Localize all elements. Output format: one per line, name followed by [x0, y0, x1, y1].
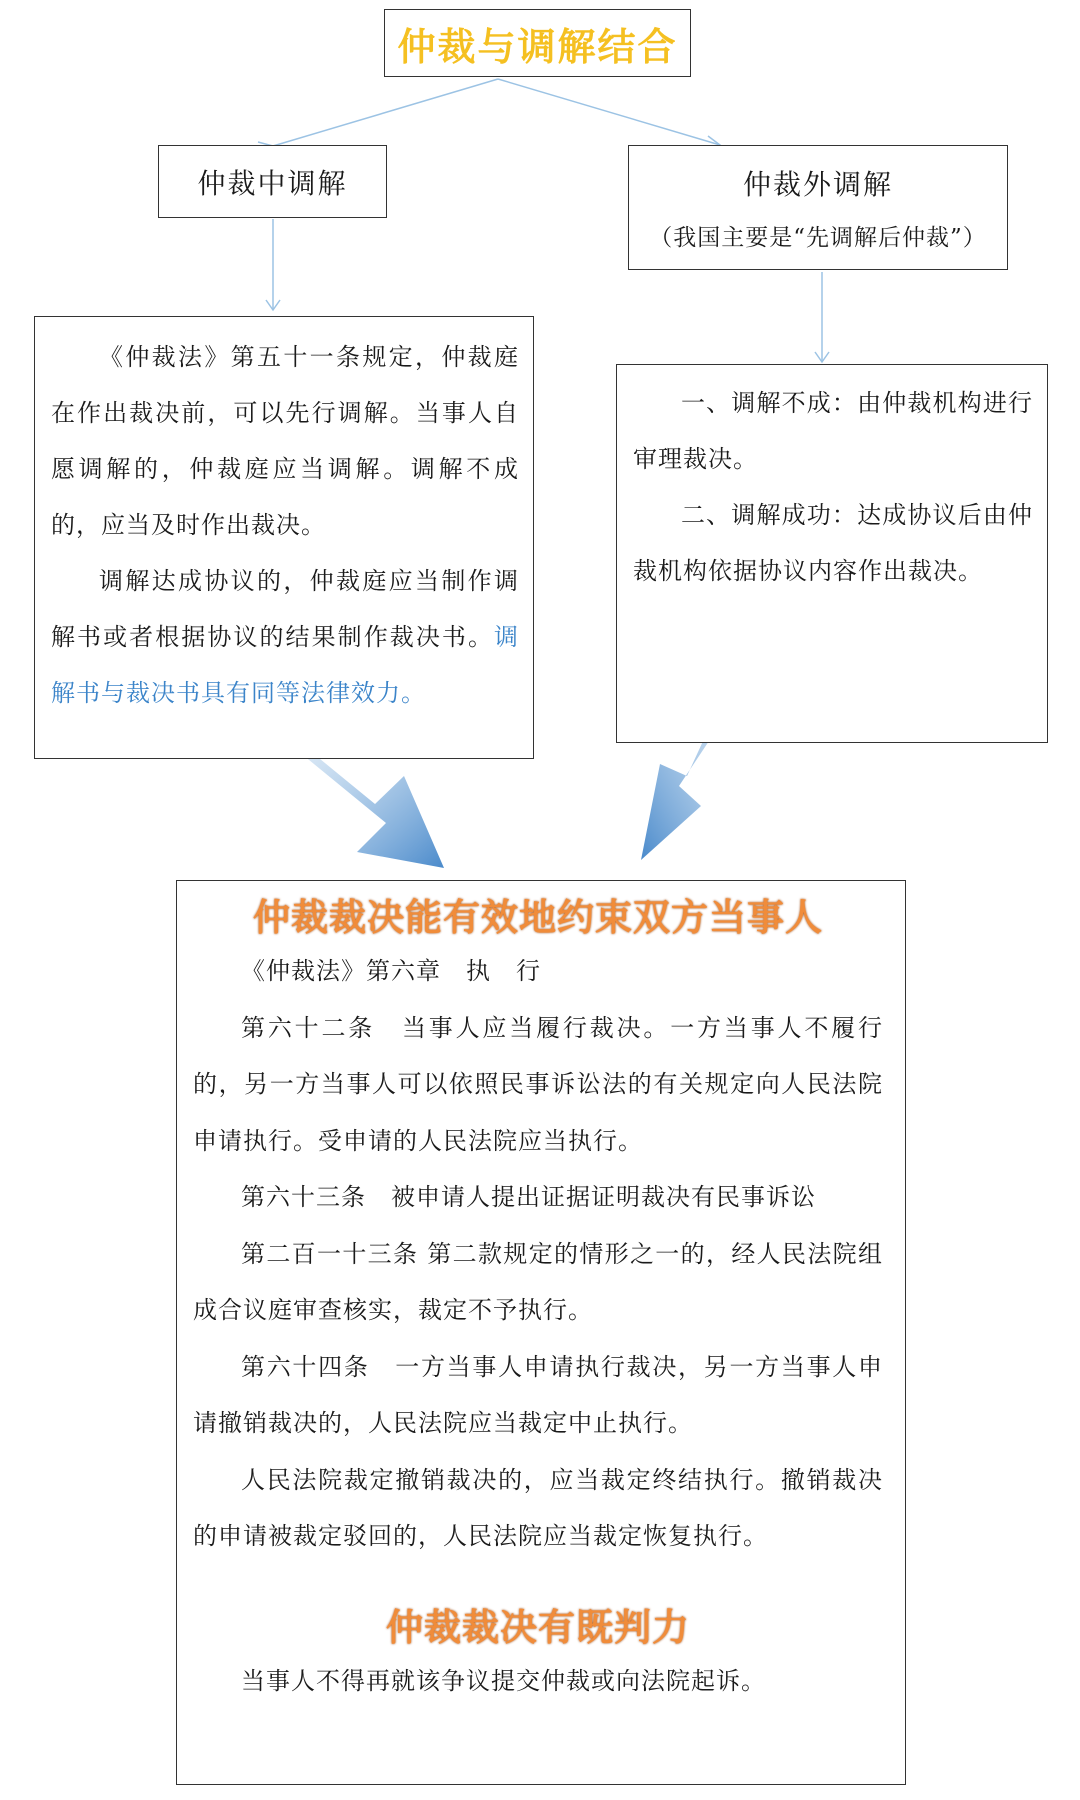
article-62: 第六十二条 当事人应当履行裁决。一方当事人不履行的，另一方当事人可以依照民事诉讼法的有关规定向人民法院申请执行。受申请的人民法院应当执行。 — [193, 1013, 883, 1155]
left-branch-label: 仲裁中调解 — [197, 166, 348, 200]
left-branch-box — [158, 145, 387, 218]
right-detail-item-2: 二、调解成功：达成协议后由仲裁机构依据协议内容作出裁决。 — [633, 501, 1033, 585]
chapter-line: 《仲裁法》第六章 执 行 — [241, 957, 541, 985]
connector-left-head-to-body — [266, 219, 280, 310]
article-63-line-1: 第六十三条 被申请人提出证据证明裁决有民事诉讼 — [241, 1183, 816, 1211]
article-63-line-2: 第二百一十三条 第二款规定的情形之一的，经人民法院组成合议庭审查核实，裁定不予执行。 — [193, 1239, 883, 1324]
left-detail-paragraph-2-text: 调解达成协议的，仲裁庭应当制作调解书或者根据协议的结果制作裁决书。 — [51, 567, 519, 651]
final-text: 当事人不得再就该争议提交仲裁或向法院起诉。 — [241, 1666, 766, 1695]
left-detail-highlight: 调解书与裁决书具有同等法律效力。 — [51, 623, 519, 707]
diagram-title: 仲裁与调解结合 — [397, 24, 678, 69]
left-branch-detail-box — [34, 316, 534, 759]
title-box — [384, 9, 691, 77]
left-detail-paragraph-2 — [51, 553, 519, 721]
right-branch-sublabel: （我国主要是“先调解后仲裁”） — [649, 225, 987, 251]
connector-right-head-to-body — [815, 272, 829, 362]
left-detail-paragraph-1: 《仲裁法》第五十一条规定，仲裁庭在作出裁决前，可以先行调解。当事人自愿调解的，仲裁庭应当调解。调解不成的，应当及时作出裁决。 — [51, 343, 519, 539]
article-64: 第六十四条 一方当事人申请执行裁决，另一方当事人申请撤销裁决的，人民法院应当裁定中止执行。 — [193, 1352, 883, 1437]
law-text-block — [193, 943, 883, 1565]
res-judicata-heading: 仲裁裁决有既判力 — [386, 1605, 690, 1649]
result-heading: 仲裁裁决能有效地约束双方当事人 — [253, 896, 823, 939]
connector-title-to-right — [498, 79, 720, 150]
result-box — [176, 880, 906, 1785]
final-text-block — [193, 1653, 883, 1710]
right-detail-item-1: 一、调解不成：由仲裁机构进行审理裁决。 — [633, 389, 1033, 473]
right-branch-label: 仲裁外调解 — [742, 168, 893, 201]
article-64-continued: 人民法院裁定撤销裁决的，应当裁定终结执行。撤销裁决的申请被裁定驳回的，人民法院应当裁定恢复执行。 — [193, 1465, 883, 1550]
right-branch-box — [628, 145, 1008, 270]
right-branch-detail-box — [616, 364, 1048, 743]
